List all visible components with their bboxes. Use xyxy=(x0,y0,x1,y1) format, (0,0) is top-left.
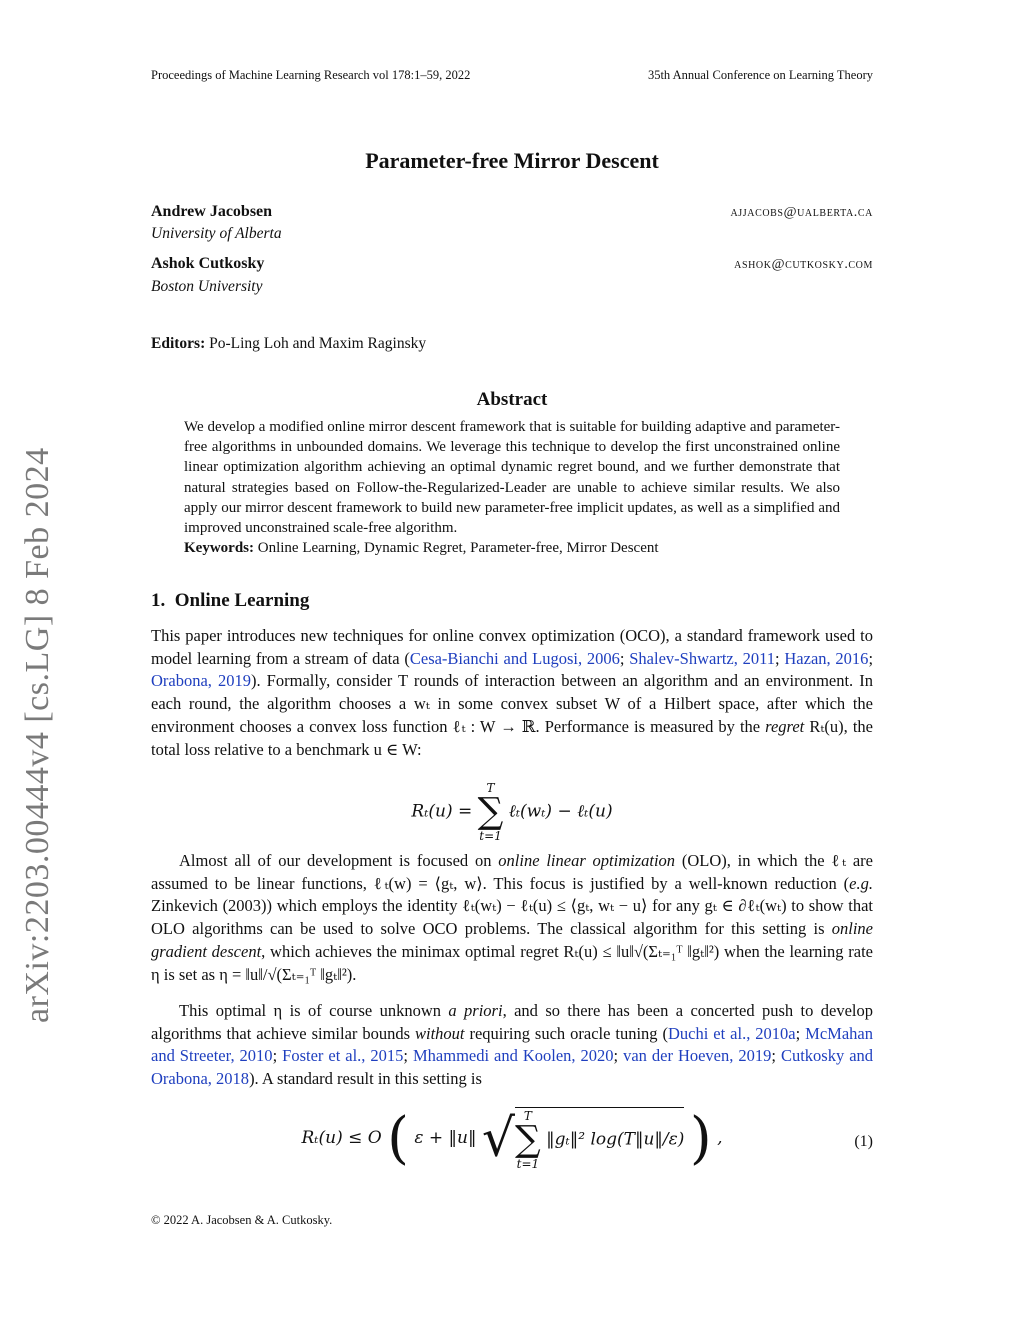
citation-link[interactable]: Orabona, 2019 xyxy=(151,671,251,691)
author-email[interactable]: ajjacobs@ualberta.ca xyxy=(730,205,873,220)
citation-link[interactable]: Foster et al., 2015 xyxy=(282,1046,404,1066)
citation-link[interactable]: Hazan, 2016 xyxy=(784,648,869,668)
sum-symbol: ∑ xyxy=(515,1119,541,1160)
running-header-venue: Proceedings of Machine Learning Research vol 178:1–59, 2022 xyxy=(151,68,471,82)
author-affiliation: University of Alberta xyxy=(151,225,282,242)
citation-link[interactable]: Mhammedi and Koolen, 2020 xyxy=(412,1046,614,1066)
author-name: Ashok Cutkosky xyxy=(151,255,265,272)
keywords-line xyxy=(184,540,659,557)
editors-line xyxy=(151,335,426,353)
editors-names: Po-Ling Loh and Maxim Raginsky xyxy=(209,335,427,352)
author-name: Andrew Jacobsen xyxy=(151,203,273,220)
equation-bound: Rₜ(u) ≤ O ( ε + ‖u‖ √ T ∑ t=1 ‖gₜ‖² log(T‖u‖/ε) ) , xyxy=(301,1106,723,1171)
equation-regret: Rₜ(u) = T ∑ t=1 ℓₜ(wₜ) − ℓₜ(u) xyxy=(411,781,613,843)
paragraph-intro: This paper introduces new techniques for online convex optimization (OCO), a standard framework used to model learning from a stream of data (Cesa-Bianchi and Lugosi, 2006; Shalev-Shwartz, 2011; Hazan, 2016; Orabona, 2019). Formally, consider T rounds of interaction between an algorithm and an environment. In each round, the algorithm chooses a wₜ in some convex subset W of a Hilbert space, after which the environment chooses a convex loss function ℓₜ : W → ℝ. Performance is measured by the regret Rₜ(u), the total loss relative to a benchmark u ∈ W: xyxy=(151,626,874,759)
paper-title: Parameter-free Mirror Descent xyxy=(365,148,659,173)
author-email[interactable]: ashok@cutkosky.com xyxy=(734,257,873,272)
paragraph-olo: Almost all of our development is focused on online linear optimization (OLO), in which the ℓₜ are assumed to be linear functions, ℓₜ(w) = ⟨gₜ, w⟩. This focus is justified by a well-known reduction (e.g. Zinkevich (2003)) which employs the identity ℓₜ(wₜ) − ℓₜ(u) ≤ ⟨gₜ, wₜ − u⟩ for any gₜ ∈ ∂ℓₜ(wₜ) to show that OLO algorithms can be used to solve OCO problems. The classical algorithm for this setting is online gradient descent, which achieves the minimax optimal regret Rₜ(u) ≤ ‖u‖√(Σₜ₌₁ᵀ ‖gₜ‖²) when the learning rate η is set as η = ‖u‖/√(Σₜ₌₁ᵀ ‖gₜ‖²). xyxy=(151,851,874,984)
citation-link[interactable]: Cutkosky and Orabona, 2018 xyxy=(151,1046,874,1089)
paragraph-tuning: This optimal η is of course unknown a priori, and so there has been a concerted push to develop algorithms that achieve similar bounds without requiring such oracle tuning (Duchi et al., 2010a; McMahan and Streeter, 2010; Foster et al., 2015; Mhammedi and Koolen, 2020; van der Hoeven, 2019; Cutkosky and Orabona, 2018). A standard result in this setting is xyxy=(151,1001,874,1089)
keywords-list: Online Learning, Dynamic Regret, Parameter-free, Mirror Descent xyxy=(257,540,659,556)
sum-symbol: ∑ xyxy=(477,791,504,832)
arxiv-stamp: arXiv:2203.00444v4 [cs.LG] 8 Feb 2024 xyxy=(19,447,56,1023)
editors-label: Editors: xyxy=(151,335,206,352)
citation-link[interactable]: Shalev-Shwartz, 2011 xyxy=(629,648,776,668)
copyright-notice: © 2022 A. Jacobsen & A. Cutkosky. xyxy=(151,1213,333,1227)
abstract-heading: Abstract xyxy=(476,389,548,410)
section-heading: 1. Online Learning xyxy=(151,590,310,611)
abstract-text: We develop a modified online mirror descent framework that is suitable for building adaptive and parameter-free algorithms in unbounded domains. We leverage this technique to develop the first unconstrained online linear optimization algorithm achieving an optimal dynamic regret bound, and we further demonstrate that natural strategies based on Follow-the-Regularized-Leader are unable to achieve similar results. We also apply our mirror descent framework to build new parameter-free implicit updates, as well as a simplified and improved unconstrained scale-free algorithm. xyxy=(184,419,840,537)
author-affiliation: Boston University xyxy=(151,278,263,295)
running-header-conference: 35th Annual Conference on Learning Theory xyxy=(647,68,873,82)
citation-link[interactable]: Cesa-Bianchi and Lugosi, 2006 xyxy=(409,648,620,668)
citation-link[interactable]: McMahan and Streeter, 2010 xyxy=(151,1023,873,1066)
equation-number: (1) xyxy=(854,1133,873,1150)
citation-link[interactable]: van der Hoeven, 2019 xyxy=(623,1046,772,1066)
citation-link[interactable]: Duchi et al., 2010a xyxy=(668,1023,796,1043)
keywords-label: Keywords: xyxy=(184,540,254,556)
